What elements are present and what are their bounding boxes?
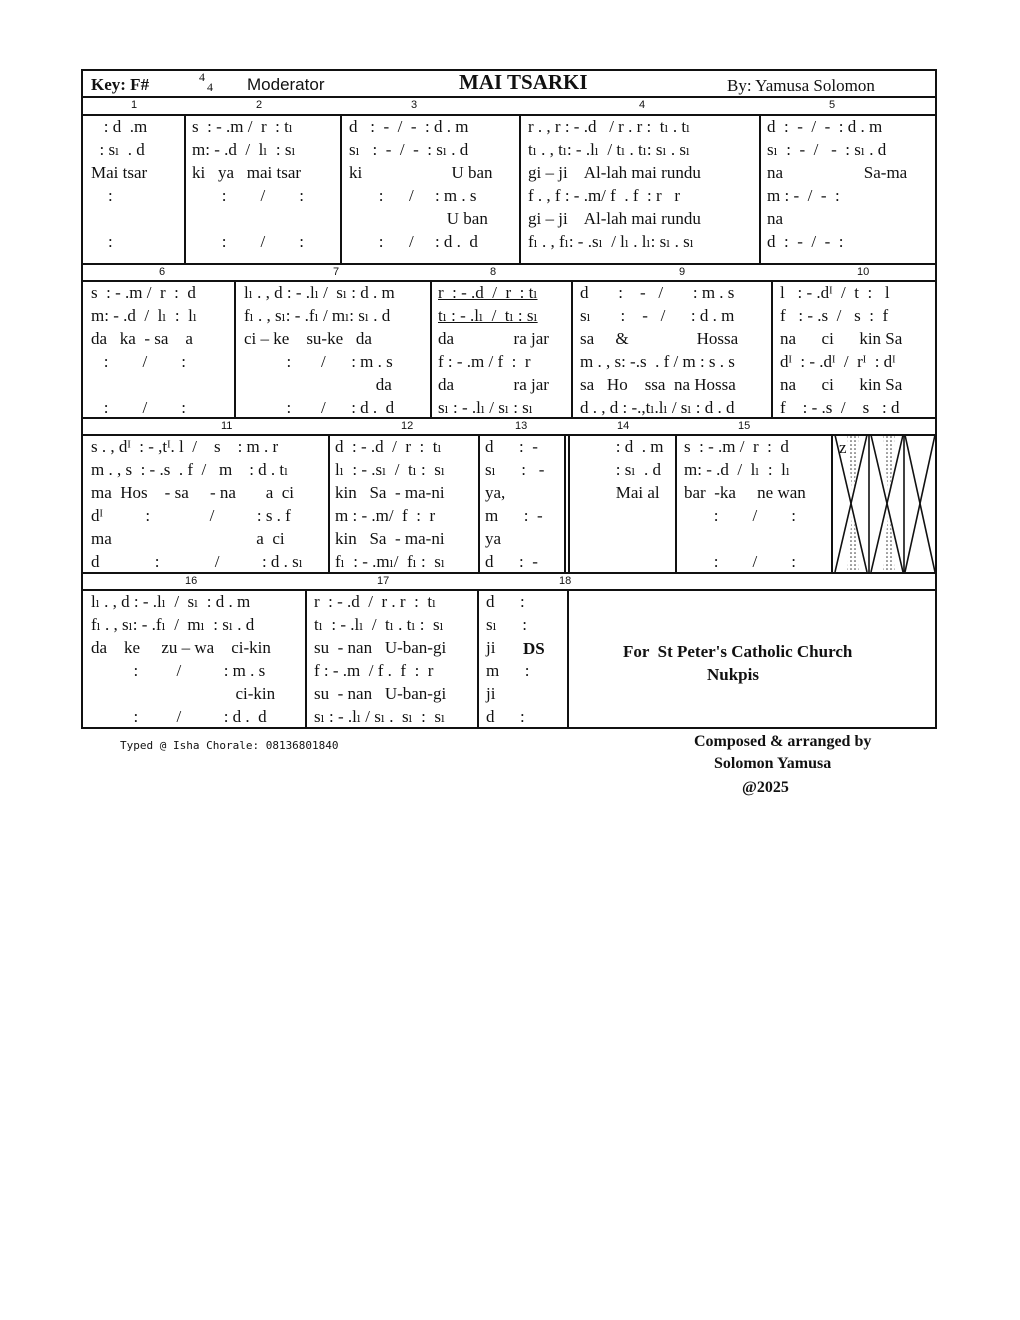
- lyrics-line: [91, 373, 233, 396]
- alto-line: tₗ : - .lₗ / tₗ . tₗ : sₗ: [314, 615, 444, 634]
- soprano-line: d : - / - : d . m: [767, 117, 883, 136]
- barline: [478, 434, 480, 572]
- measure-16: [91, 590, 303, 728]
- measure-11: [91, 435, 327, 573]
- lyrics-line: [603, 527, 673, 550]
- soprano-line: lₗ . , d : - .lₗ / sₗ : d . m: [91, 592, 251, 611]
- tenor-line: : / : m . s: [91, 661, 266, 680]
- barline: [305, 589, 307, 729]
- barline: [184, 114, 186, 263]
- lyrics-line: U ban: [349, 209, 488, 228]
- tenor-line: dᴵ : / : s . f: [91, 506, 291, 525]
- lyrics-line: [684, 527, 830, 550]
- lyrics-line: Mai tsar: [91, 163, 148, 182]
- measure-18: [486, 590, 566, 728]
- lyrics-line: ma a ci: [91, 529, 285, 548]
- tenor-line: f . , f : - .m/ f . f : r r: [528, 186, 681, 205]
- lyrics-line: kin Sa - ma-ni: [335, 483, 445, 502]
- lyrics-line: Mai al: [603, 483, 660, 502]
- lyrics-line: gi – ji Al-lah mai rundu: [528, 209, 701, 228]
- typed-by-note: Typed @ Isha Chorale: 08136801840: [120, 739, 339, 752]
- bass-line: d . , d : -.,tₗ.lₗ / sₗ : d . d: [580, 398, 735, 417]
- bass-line: fₗ . , fₗ: - .sₗ / lₗ . lₗ: sₗ . sₗ: [528, 232, 694, 251]
- lyrics-line: su - nan U-ban-gi: [314, 684, 447, 703]
- lyrics-line: ma Hos - sa - na a ci: [91, 483, 295, 502]
- measure-1: [91, 115, 183, 253]
- alto-line: m: - .d / lₗ : lₗ: [684, 460, 791, 479]
- measure-number: 11: [221, 420, 233, 432]
- lyrics-line: da: [244, 375, 392, 394]
- lyrics-line: ki U ban: [349, 163, 493, 182]
- measure-number: 3: [411, 99, 418, 111]
- soprano-line: lₗ . , d : - .lₗ / sₗ : d . m: [244, 283, 395, 302]
- composer-credit: By: Yamusa Solomon: [727, 76, 875, 95]
- barline: [430, 280, 432, 417]
- lyrics-line: na ci kin Sa: [780, 375, 903, 394]
- barline: [771, 280, 773, 417]
- bass-line: sₗ : - .lₗ / sₗ . sₗ : sₗ: [314, 707, 446, 726]
- lyrics-line: ji: [486, 684, 496, 703]
- bass-line: f : - .s / s : d: [780, 398, 900, 417]
- staff-line: [81, 263, 937, 265]
- soprano-line: d :: [486, 592, 525, 611]
- tenor-line: : / :: [684, 506, 796, 525]
- lyrics-line: ki ya mai tsar: [192, 163, 302, 182]
- lyrics-line: kin Sa - ma-ni: [335, 529, 445, 548]
- lyrics-line: ya: [485, 529, 502, 548]
- measure-15: [684, 435, 830, 573]
- bass-line: : / : d . d: [349, 232, 478, 251]
- tenor-line: : / :: [192, 186, 304, 205]
- measure-number: 9: [679, 266, 686, 278]
- measure-17: [314, 590, 476, 728]
- bass-line: d : -: [485, 552, 538, 571]
- alto-line: tₗ . , tₗ: - .lₗ / tₗ . tₗ: sₗ . sₗ: [528, 140, 691, 159]
- alto-line: tₗ : - .lₗ / tₗ : sₗ: [438, 306, 538, 325]
- bass-line: d :: [486, 707, 525, 726]
- dedication-line1: For St Peter's Catholic Church: [623, 642, 853, 661]
- measure-number: 13: [515, 420, 528, 432]
- measure-number: 5: [829, 99, 836, 111]
- alto-line: sₗ : - / - : sₗ . d: [767, 140, 887, 159]
- measure-number: 2: [256, 99, 263, 111]
- soprano-line: s : - .m / r : d: [91, 283, 196, 302]
- alto-line: fₗ . , sₗ: - .fₗ / mₗ: sₗ . d: [244, 306, 391, 325]
- measure-8: [438, 281, 570, 419]
- barline: [328, 434, 330, 572]
- bass-line: : / :: [192, 232, 304, 251]
- measure-number: 18: [559, 575, 572, 587]
- measure-13: [485, 435, 563, 573]
- alto-line: : sₗ . d: [91, 140, 145, 159]
- measure-7: [244, 281, 428, 419]
- measure-3: [349, 115, 517, 253]
- bass-line: sₗ : - .lₗ / sₗ : sₗ: [438, 398, 533, 417]
- final-barline-thick: [568, 434, 570, 572]
- measure-6: [91, 281, 233, 419]
- lyrics-line: [192, 207, 338, 230]
- score-sheet: [81, 69, 937, 729]
- alto-line: : sₗ . d: [603, 460, 661, 479]
- soprano-line: r : - .d / r : tₗ: [438, 283, 538, 302]
- alto-line: sₗ : -: [485, 460, 545, 479]
- barline: [567, 589, 569, 729]
- soprano-line: : d .m: [91, 117, 148, 136]
- copyright-year: @2025: [742, 779, 789, 796]
- measure-4: [528, 115, 756, 253]
- measure-number: 14: [617, 420, 630, 432]
- bass-line: : / : d . d: [244, 398, 395, 417]
- barline: [675, 434, 677, 572]
- page-title: MAI TSARKI: [459, 70, 588, 94]
- lyrics-line: sa & Hossa: [580, 329, 739, 348]
- tenor-line: m . , s: -.s . f / m : s . s: [580, 352, 735, 371]
- key-signature: Key: F#: [91, 75, 150, 94]
- ds-marking: DS: [523, 639, 545, 658]
- dedication-line2: Nukpis: [707, 665, 759, 684]
- barline: [519, 114, 521, 263]
- barline: [340, 114, 342, 263]
- alto-line: m: - .d / lₗ : lₗ: [91, 306, 198, 325]
- measure-number: 12: [401, 420, 414, 432]
- lyrics-line: [91, 207, 183, 230]
- bass-line: : / :: [684, 552, 796, 571]
- lyrics-line: da ra jar: [438, 375, 549, 394]
- bass-line: [603, 550, 673, 573]
- final-barline-thin: [564, 434, 566, 572]
- tenor-line: dᴵ : - .dᴵ / rᴵ : dᴵ: [780, 352, 896, 371]
- tempo-marking: Moderator: [247, 75, 325, 94]
- tenor-line: m : - .m/ f : r: [335, 506, 436, 525]
- tenor-line: : / : m . s: [349, 186, 477, 205]
- measure-number: 17: [377, 575, 390, 587]
- tenor-line: m : -: [485, 506, 543, 525]
- soprano-line: r . , r : - .d / r . r : tₗ . tₗ: [528, 117, 691, 136]
- bass-line: fₗ : - .mₗ/ fₗ : sₗ: [335, 552, 445, 571]
- measure-2: [192, 115, 338, 253]
- alto-line: m . , s : - .s . f / m : d . tₗ: [91, 460, 289, 479]
- alto-line: sₗ : - / : d . m: [580, 306, 735, 325]
- bass-line: : / : d . d: [91, 707, 267, 726]
- soprano-line: d : - .d / r : tₗ: [335, 437, 442, 456]
- measure-14: [603, 435, 673, 573]
- time-signature-bottom: 4: [207, 80, 213, 94]
- measure-number: 8: [490, 266, 497, 278]
- lyrics-line: da ka - sa a: [91, 329, 193, 348]
- barline: [477, 589, 479, 729]
- composer-credit-line2: Solomon Yamusa: [714, 755, 832, 772]
- lyrics-line: na Sa-ma: [767, 163, 908, 182]
- measure-number: 16: [185, 575, 198, 587]
- measure-number: 7: [333, 266, 340, 278]
- end-pattern-graphic: [833, 435, 937, 572]
- measure-9: [580, 281, 770, 419]
- lyrics-line: ci – ke su-ke da: [244, 329, 372, 348]
- soprano-line: s : - .m / r : tₗ: [192, 117, 293, 136]
- barline: [234, 280, 236, 417]
- lyrics-line: na ci kin Sa: [780, 329, 903, 348]
- lyrics-line: ji: [486, 638, 496, 657]
- tenor-line: : / :: [91, 352, 186, 371]
- lyrics-line: su - nan U-ban-gi: [314, 638, 447, 657]
- lyrics-line: da ke zu – wa ci-kin: [91, 638, 271, 657]
- tenor-line: [603, 504, 673, 527]
- soprano-line: s : - .m / r : d: [684, 437, 789, 456]
- bass-line: d : / : d . sₗ: [91, 552, 303, 571]
- lyrics-line: bar -ka ne wan: [684, 483, 806, 502]
- soprano-line: s . , dᴵ : - ,tᴵ. l / s : m . r: [91, 437, 279, 456]
- measure-5: [767, 115, 933, 253]
- tenor-line: :: [91, 186, 113, 205]
- alto-line: fₗ . , sₗ: - .fₗ / mₗ : sₗ . d: [91, 615, 255, 634]
- lyrics-line: na: [767, 209, 784, 228]
- time-signature-top: 4: [199, 70, 205, 84]
- soprano-line: r : - .d / r . r : tₗ: [314, 592, 437, 611]
- soprano-line: d : - / - : d . m: [349, 117, 469, 136]
- lyrics-line: ya,: [485, 483, 506, 502]
- alto-line: sₗ : - / - : sₗ . d: [349, 140, 469, 159]
- alto-line: sₗ :: [486, 615, 527, 634]
- measure-number: 15: [738, 420, 751, 432]
- z-mark: z: [839, 438, 847, 457]
- soprano-line: : d . m: [603, 437, 664, 456]
- lyrics-line: gi – ji Al-lah mai rundu: [528, 163, 701, 182]
- measure-number: 10: [857, 266, 870, 278]
- tenor-line: m : - / - :: [767, 186, 840, 205]
- alto-line: lₗ : - .sₗ / tₗ : sₗ: [335, 460, 446, 479]
- lyrics-line: sa Ho ssa na Hossa: [580, 375, 736, 394]
- soprano-line: d : -: [485, 437, 538, 456]
- soprano-line: d : - / : m . s: [580, 283, 735, 302]
- bass-line: d : - / - :: [767, 232, 844, 251]
- barline: [759, 114, 761, 263]
- tenor-line: f : - .m / f : r: [438, 352, 531, 371]
- bass-line: : / :: [91, 398, 186, 417]
- soprano-line: l : - .dᴵ / t : l: [780, 283, 890, 302]
- staff-line: [81, 96, 937, 98]
- tenor-line: : / : m . s: [244, 352, 393, 371]
- measure-number: 6: [159, 266, 166, 278]
- lyrics-line: da ra jar: [438, 329, 549, 348]
- alto-line: f : - .s / s : f: [780, 306, 889, 325]
- tenor-line: m :: [486, 661, 530, 680]
- composer-credit-line1: Composed & arranged by: [694, 733, 872, 750]
- measure-10: [780, 281, 932, 419]
- barline: [571, 280, 573, 417]
- bass-line: :: [91, 232, 113, 251]
- measure-number: 4: [639, 99, 646, 111]
- tenor-line: f : - .m / f . f : r: [314, 661, 434, 680]
- alto-line: m: - .d / lₗ : sₗ: [192, 140, 296, 159]
- measure-12: [335, 435, 477, 573]
- measure-number: 1: [131, 99, 138, 111]
- lyrics-line: ci-kin: [91, 684, 276, 703]
